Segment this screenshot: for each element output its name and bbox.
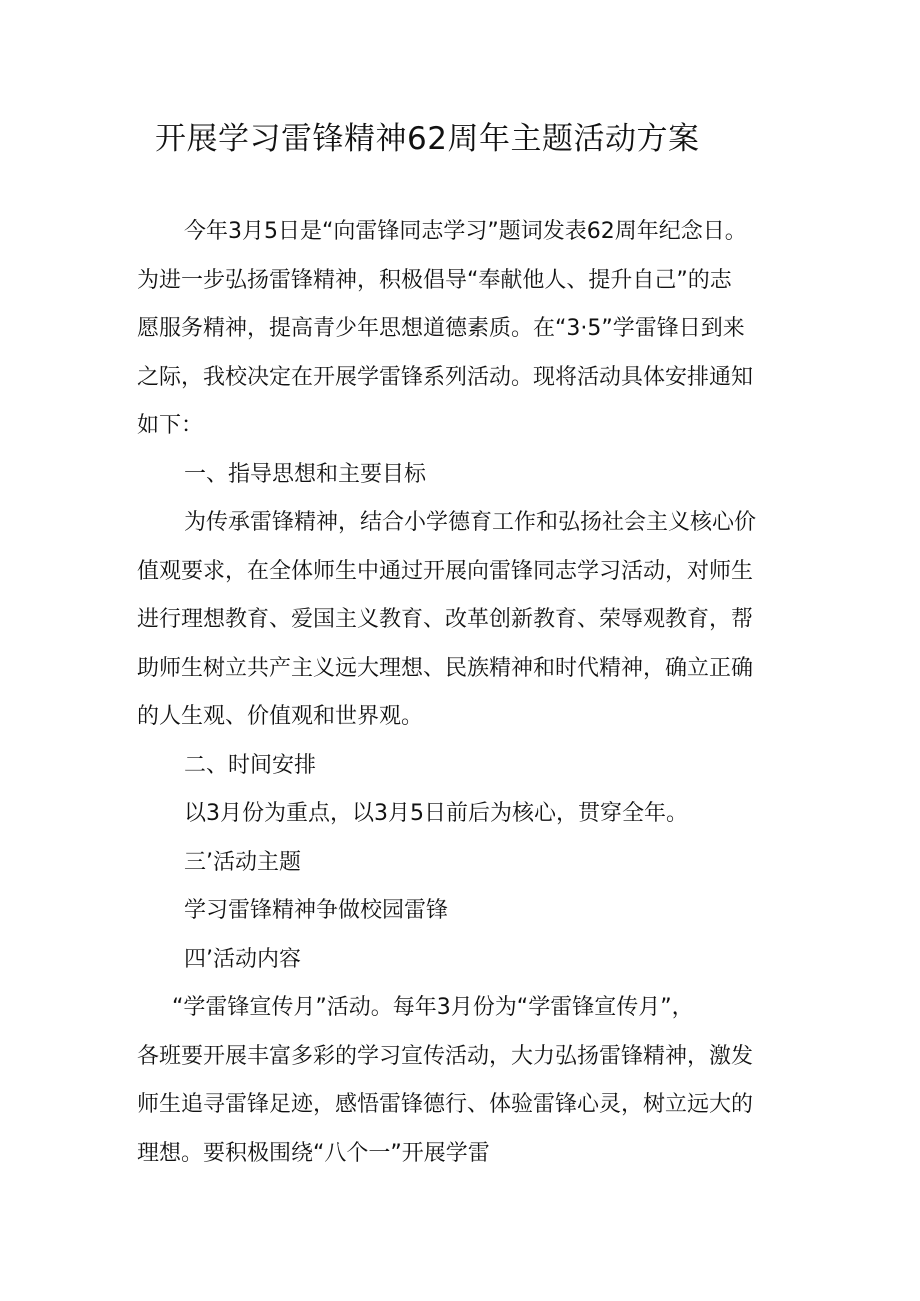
intro-line-1: 今年3月5日是“向雷锋同志学习”题词发表62周年纪念日。: [184, 219, 747, 244]
section1-line-1: 为传承雷锋精神，结合小学德育工作和弘扬社会主义核心价: [184, 510, 757, 535]
section1-line-2: 值观要求，在全体师生中通过开展向雷锋同志学习活动，对师生: [137, 559, 754, 584]
section2-heading: 二、时间安排: [184, 753, 317, 778]
section2-body: 以3月份为重点，以3月5日前后为核心，贯穿全年。: [184, 801, 688, 826]
section3-heading: 三’活动主题: [184, 850, 301, 875]
section4-line-2: 各班要开展丰富多彩的学习宣传活动，大力弘扬雷锋精神，激发: [137, 1044, 754, 1069]
section1-heading: 一、指导思想和主要目标: [184, 462, 427, 487]
document-title: 开展学习雷锋精神62周年主题活动方案: [155, 121, 700, 157]
section4-line-4: 理想。要积极围绕“八个一”开展学雷: [137, 1141, 490, 1166]
intro-line-3: 愿服务精神，提高青少年思想道德素质。在“3·5”学雷锋日到来: [137, 316, 745, 341]
section1-line-5: 的人生观、价值观和世界观。: [137, 704, 424, 729]
section3-body: 学习雷锋精神争做校园雷锋: [184, 898, 449, 923]
section4-line-1: “学雷锋宣传月”活动。每年3月份为“学雷锋宣传月”，: [172, 995, 694, 1020]
intro-line-4: 之际，我校决定在开展学雷锋系列活动。现将活动具体安排通知: [137, 365, 754, 390]
section4-heading: 四’活动内容: [184, 947, 301, 972]
section4-line-3: 师生追寻雷锋足迹，感悟雷锋德行、体验雷锋心灵，树立远大的: [137, 1092, 754, 1117]
section1-line-4: 助师生树立共产主义远大理想、民族精神和时代精神，确立正确: [137, 656, 754, 681]
section1-line-3: 进行理想教育、爱国主义教育、改革创新教育、荣辱观教育，帮: [137, 607, 754, 632]
intro-line-5: 如下：: [137, 413, 204, 438]
intro-line-2: 为进一步弘扬雷锋精神，积极倡导“奉献他人、提升自己”的志: [137, 268, 732, 293]
